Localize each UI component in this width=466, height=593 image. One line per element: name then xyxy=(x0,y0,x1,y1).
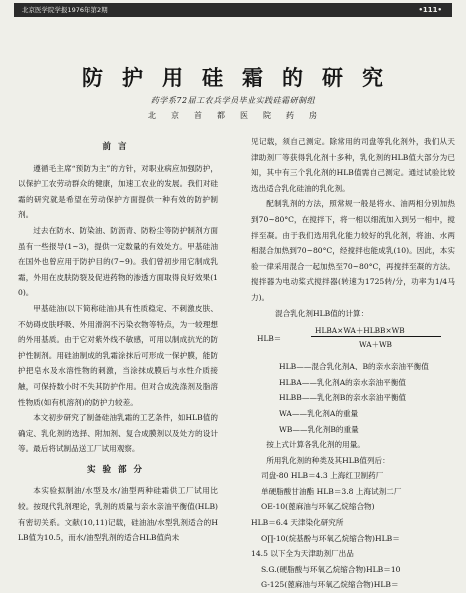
formula-definition: HLBA——乳化剂A的亲水亲油平衡值 xyxy=(279,377,406,387)
formula-definition: WA——乳化剂A的重量 xyxy=(279,408,359,418)
formula-denominator: WA＋WB xyxy=(359,340,392,350)
background-paragraph: 过去在防水、防染油、防沥青、防粉尘等防护制剂方面虽有一些报导(1~3)，提供一定数量的有效处方。甲基硅油在国外也曾应用于防护目的(7~9)。我们曾初步用它制成乳霜，外用在皮肤防裂及促进药物的渗透方面取得良好效果(10)。 xyxy=(18,225,218,298)
journal-name: 北京医学院学报1976年第2期 xyxy=(22,6,108,14)
experiment-heading: 实验部分 xyxy=(86,464,149,475)
left-column xyxy=(18,134,218,546)
hlb-formula xyxy=(251,321,455,355)
scope-paragraph: 本文初步研究了制备硅油乳霜的工艺条件，如HLB值的确定、乳化剂的选择、附加剂、复合成膜剂以及处方的设计等。最后将试制品送工厂试用观察。 xyxy=(18,413,218,454)
emulsifier-list-item: G-125(蓖麻油与环氧乙烷缩合物)HLB＝ xyxy=(261,580,399,590)
formula-lhs: HLB＝ xyxy=(257,334,282,344)
method-paragraph: 配制乳剂的方法，照常规一般是将水、油两相分别加热到70~80°C，在搅拌下，将一相以细流加入到另一相中，搅拌至凝。由于我们选用乳化能力较好的乳化剂，将油、水两相混合加热到70~80°C，经搅拌也能成乳(10)。因此，本实验一律采用混合一起加热至70~80°C，再搅拌至凝的方法。搅拌器为电动桨式搅拌器(转速为1725转/分，功率为1/4马力)。 xyxy=(251,199,455,302)
emulsifier-list-item: OE-10(蓖麻油与环氧乙烷缩合物) xyxy=(261,502,375,512)
author-affiliation: 北京首都医院药房 xyxy=(148,111,332,120)
author-byline: 药学系72届工农兵学员毕业实践硅霜研制组 xyxy=(150,96,316,105)
formula-caption: 混合乳化剂HLB值的计算： xyxy=(275,308,369,318)
right-column xyxy=(251,134,455,593)
emulsifier-list-item: 单硬脂酸甘油酯 HLB＝3.8 上海试剂二厂 xyxy=(261,486,402,496)
foreword-heading: 前言 xyxy=(102,142,134,152)
formula-definition: WB——乳化剂B的重量 xyxy=(279,424,359,434)
emulsifier-list-item: 司盘-80 HLB＝4.3 上海红卫制药厂 xyxy=(261,471,384,481)
formula-numerator: HLBA×WA＋HLBB×WB xyxy=(315,326,405,336)
formula-definition: HLBB——乳化剂B的亲水亲油平衡值 xyxy=(279,393,407,403)
formula-definition: HLB——混合乳化剂A、B的亲水亲油平衡值 xyxy=(279,362,429,372)
silicone-oil-paragraph: 甲基硅油(以下简称硅油)具有性质稳定、不刺激皮肤、不妨碍皮肤呼吸、外用滑润不污染衣物等特点，为一较理想的外用基质。由于它对紫外线不敏感，可用以制成抗光的防护性制剂。用硅油制成的乳霜涂抹后可形成一保护膜，能防护把皂水及水溶性物的刺激，当涂抹成膜后与水性介质接触，可保持数小时不失其防护作用。但对合成洗涤剂及脂溶性物质(如有机溶剂)的防护力较差。 xyxy=(18,303,218,407)
experiment-paragraph: 本实验拟制油/水型及水/油型两种硅霜供工厂试用比较。按现代乳剂理论，乳剂的质量与亲水亲油平衡值(HLB)有密切关系。文献(10,11)记载，硅油油/水型乳剂适合的HLB值为10.5，而水/油型乳剂的适合HLB值尚未 xyxy=(18,486,218,543)
emulsifier-list-item: O∏-10(烷基酚与环氧乙烷缩合物)HLB＝ xyxy=(261,533,400,543)
running-header xyxy=(14,3,452,17)
foreword-paragraph: 遵循毛主席“预防为主”的方针，对职业病应加强防护，以保护工农劳动群众的健康，加速工农业的发展。我们对硅霜的研究就是希望在劳动保护方面提供一种有效的防护制剂。 xyxy=(18,163,218,220)
emulsifier-list-item: HLB＝6.4 天津染化研究所 xyxy=(251,518,344,528)
emulsifier-list-item: 14.5 以下全为天津助剂厂出品 xyxy=(251,549,354,559)
list-intro: 所用乳化剂的种类及其HLB值列后： xyxy=(266,455,390,465)
emulsifier-paragraph: 见记载，须自己测定。除常用的司盘等乳化剂外，我们从天津助剂厂等获得乳化剂十多种，乳化剂的HLB值大部分为已知，其中有三个乳化剂的HLB值需自己测定。通过试验比较选出适合乳化硅油的乳化剂。 xyxy=(251,137,455,193)
usage-note: 按上式计算各乳化剂的用量。 xyxy=(266,440,365,450)
emulsifier-list-item: S.G.(硬脂酸与环氧乙烷缩合物)HLB＝10 xyxy=(261,564,401,574)
article-title: 防护用硅霜的研究 xyxy=(82,66,402,90)
page-number: •111• xyxy=(418,6,442,14)
